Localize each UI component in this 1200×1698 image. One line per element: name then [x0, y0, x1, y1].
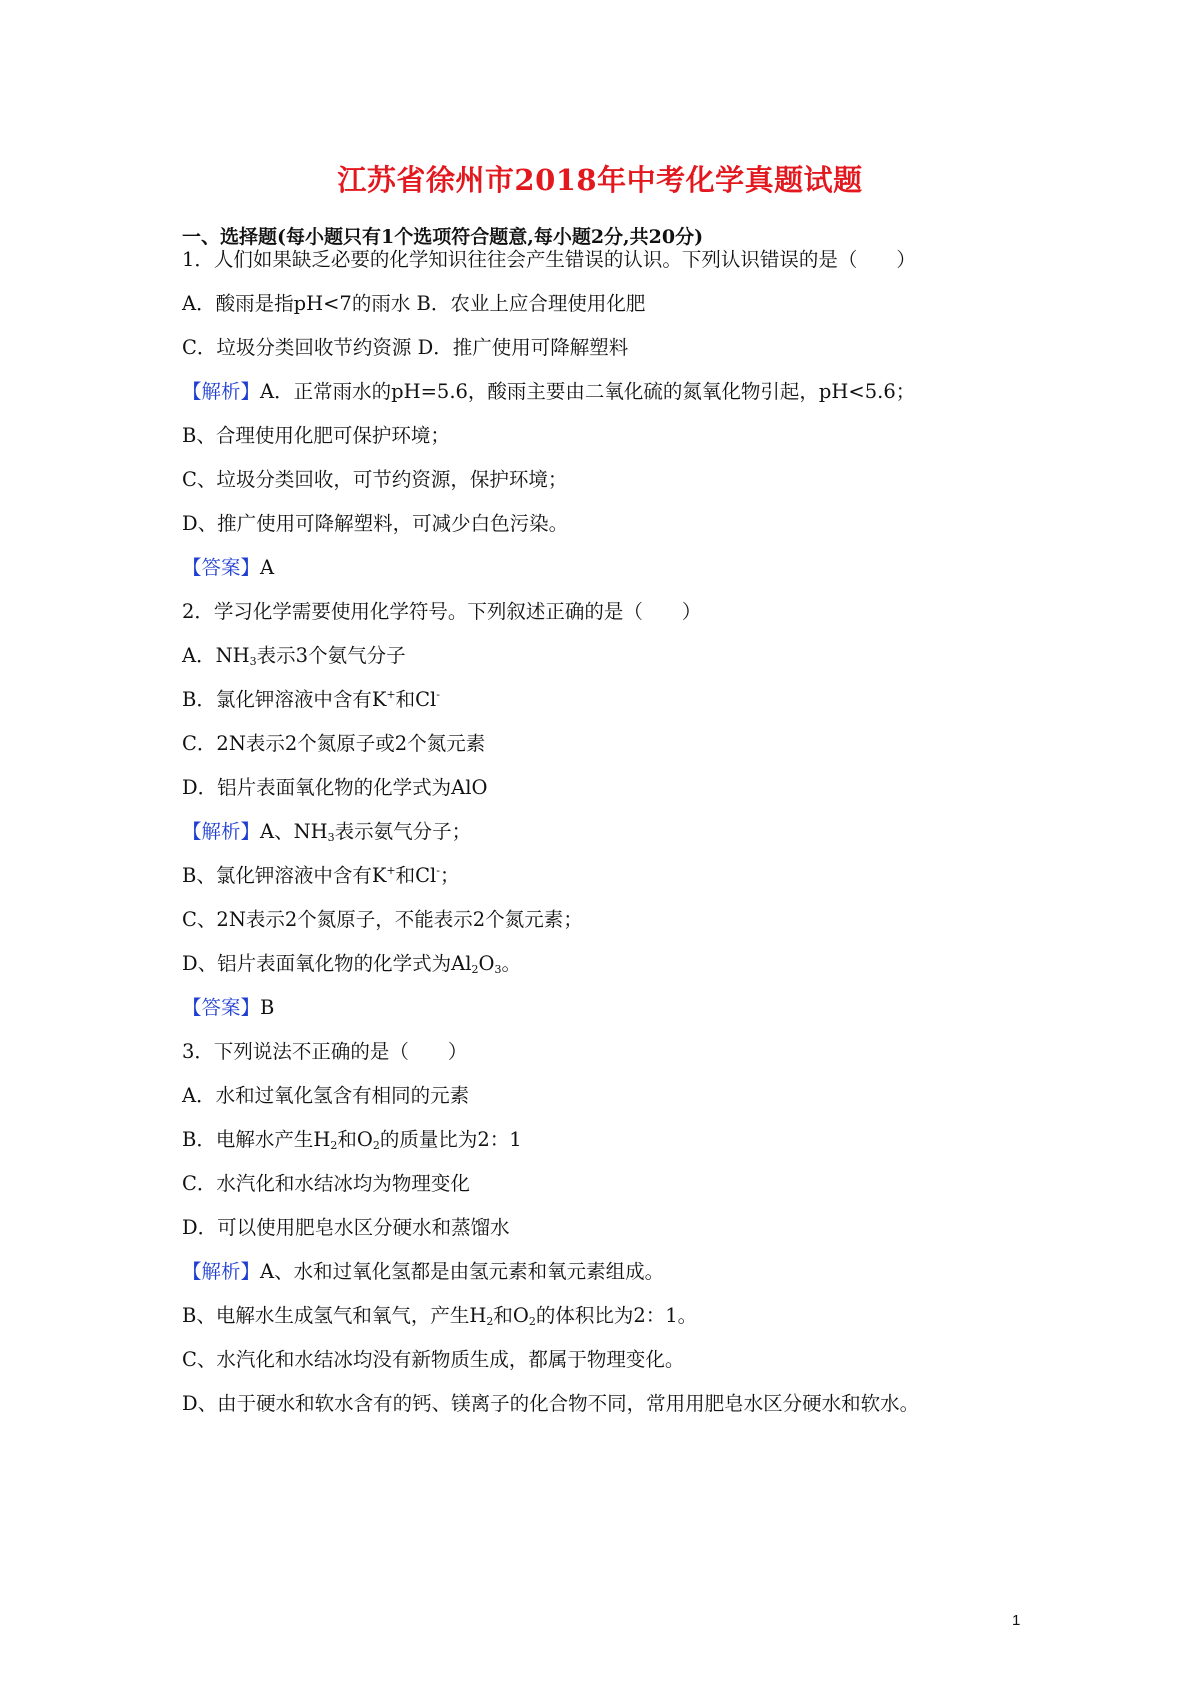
question-3-option-a: A．水和过氧化氢含有相同的元素	[182, 1084, 470, 1107]
question-2-analysis-c: C、2N表示2个氮原子，不能表示2个氮元素；	[182, 908, 583, 931]
question-2-stem: 2．学习化学需要使用化学符号。下列叙述正确的是（ ）	[182, 600, 702, 623]
section-heading: 一、选择题(每小题只有1个选项符合题意,每小题2分,共20分)	[182, 226, 704, 248]
question-2-option-a: A．$NH_3$表示3个氨气分子	[182, 644, 406, 668]
question-2-analysis-a: 【解析】A、$NH_3$表示氨气分子；	[182, 820, 472, 844]
question-1-options-ab: A．酸雨是指pH<7的雨水 B．农业上应合理使用化肥	[182, 292, 646, 315]
question-1-analysis-c: C、垃圾分类回收，可节约资源，保护环境；	[182, 468, 568, 491]
answer-tag: 【答案】	[182, 556, 261, 579]
question-2-option-b: B．氯化钾溶液中含有K+和Cl-	[182, 688, 441, 711]
page-number: 1	[1012, 1612, 1021, 1629]
question-1-analysis-b: B、合理使用化肥可保护环境；	[182, 424, 450, 447]
question-3-option-d: D．可以使用肥皂水区分硬水和蒸馏水	[182, 1216, 510, 1239]
question-1-analysis-d: D、推广使用可降解塑料，可减少白色污染。	[182, 512, 569, 535]
analysis-tag: 【解析】	[182, 380, 261, 403]
question-2-analysis-b: B、氯化钾溶液中含有K+和Cl-；	[182, 864, 460, 887]
question-3-stem: 3．下列说法不正确的是（ ）	[182, 1040, 468, 1063]
question-1-stem: 1．人们如果缺乏必要的化学知识往往会产生错误的认识。下列认识错误的是（ ）	[182, 248, 916, 271]
question-3-option-b: B．电解水产生$H_2$和$O_2$的质量比为2：1	[182, 1128, 522, 1152]
question-1-options-cd: C．垃圾分类回收节约资源 D．推广使用可降解塑料	[182, 336, 629, 359]
answer-tag: 【答案】	[182, 996, 261, 1019]
question-3-analysis-d: D、由于硬水和软水含有的钙、镁离子的化合物不同，常用用肥皂水区分硬水和软水。	[182, 1392, 920, 1415]
document-title: 江苏省徐州市2018年中考化学真题试题	[337, 163, 863, 197]
question-3-analysis-b: B、电解水生成氢气和氧气，产生$H_2$和$O_2$的体积比为2：1。	[182, 1304, 698, 1328]
question-2-option-d: D．铝片表面氧化物的化学式为AlO	[182, 776, 488, 799]
question-2-answer: 【答案】B	[182, 996, 275, 1019]
question-3-option-c: C．水汽化和水结冰均为物理变化	[182, 1172, 470, 1195]
question-3-analysis-a: 【解析】A、水和过氧化氢都是由氢元素和氧元素组成。	[182, 1260, 665, 1283]
analysis-tag: 【解析】	[182, 1260, 261, 1283]
analysis-tag: 【解析】	[182, 820, 261, 843]
question-1-answer: 【答案】A	[182, 556, 275, 579]
question-2-option-c: C．2N表示2个氮原子或2个氮元素	[182, 732, 486, 755]
question-3-analysis-c: C、水汽化和水结冰均没有新物质生成，都属于物理变化。	[182, 1348, 685, 1371]
question-2-analysis-d: D、铝片表面氧化物的化学式为$Al_2O_3$。	[182, 952, 521, 976]
question-1-analysis-a: 【解析】A．正常雨水的pH=5.6，酸雨主要由二氧化硫的氮氧化物引起，pH<5.6；	[182, 380, 916, 403]
